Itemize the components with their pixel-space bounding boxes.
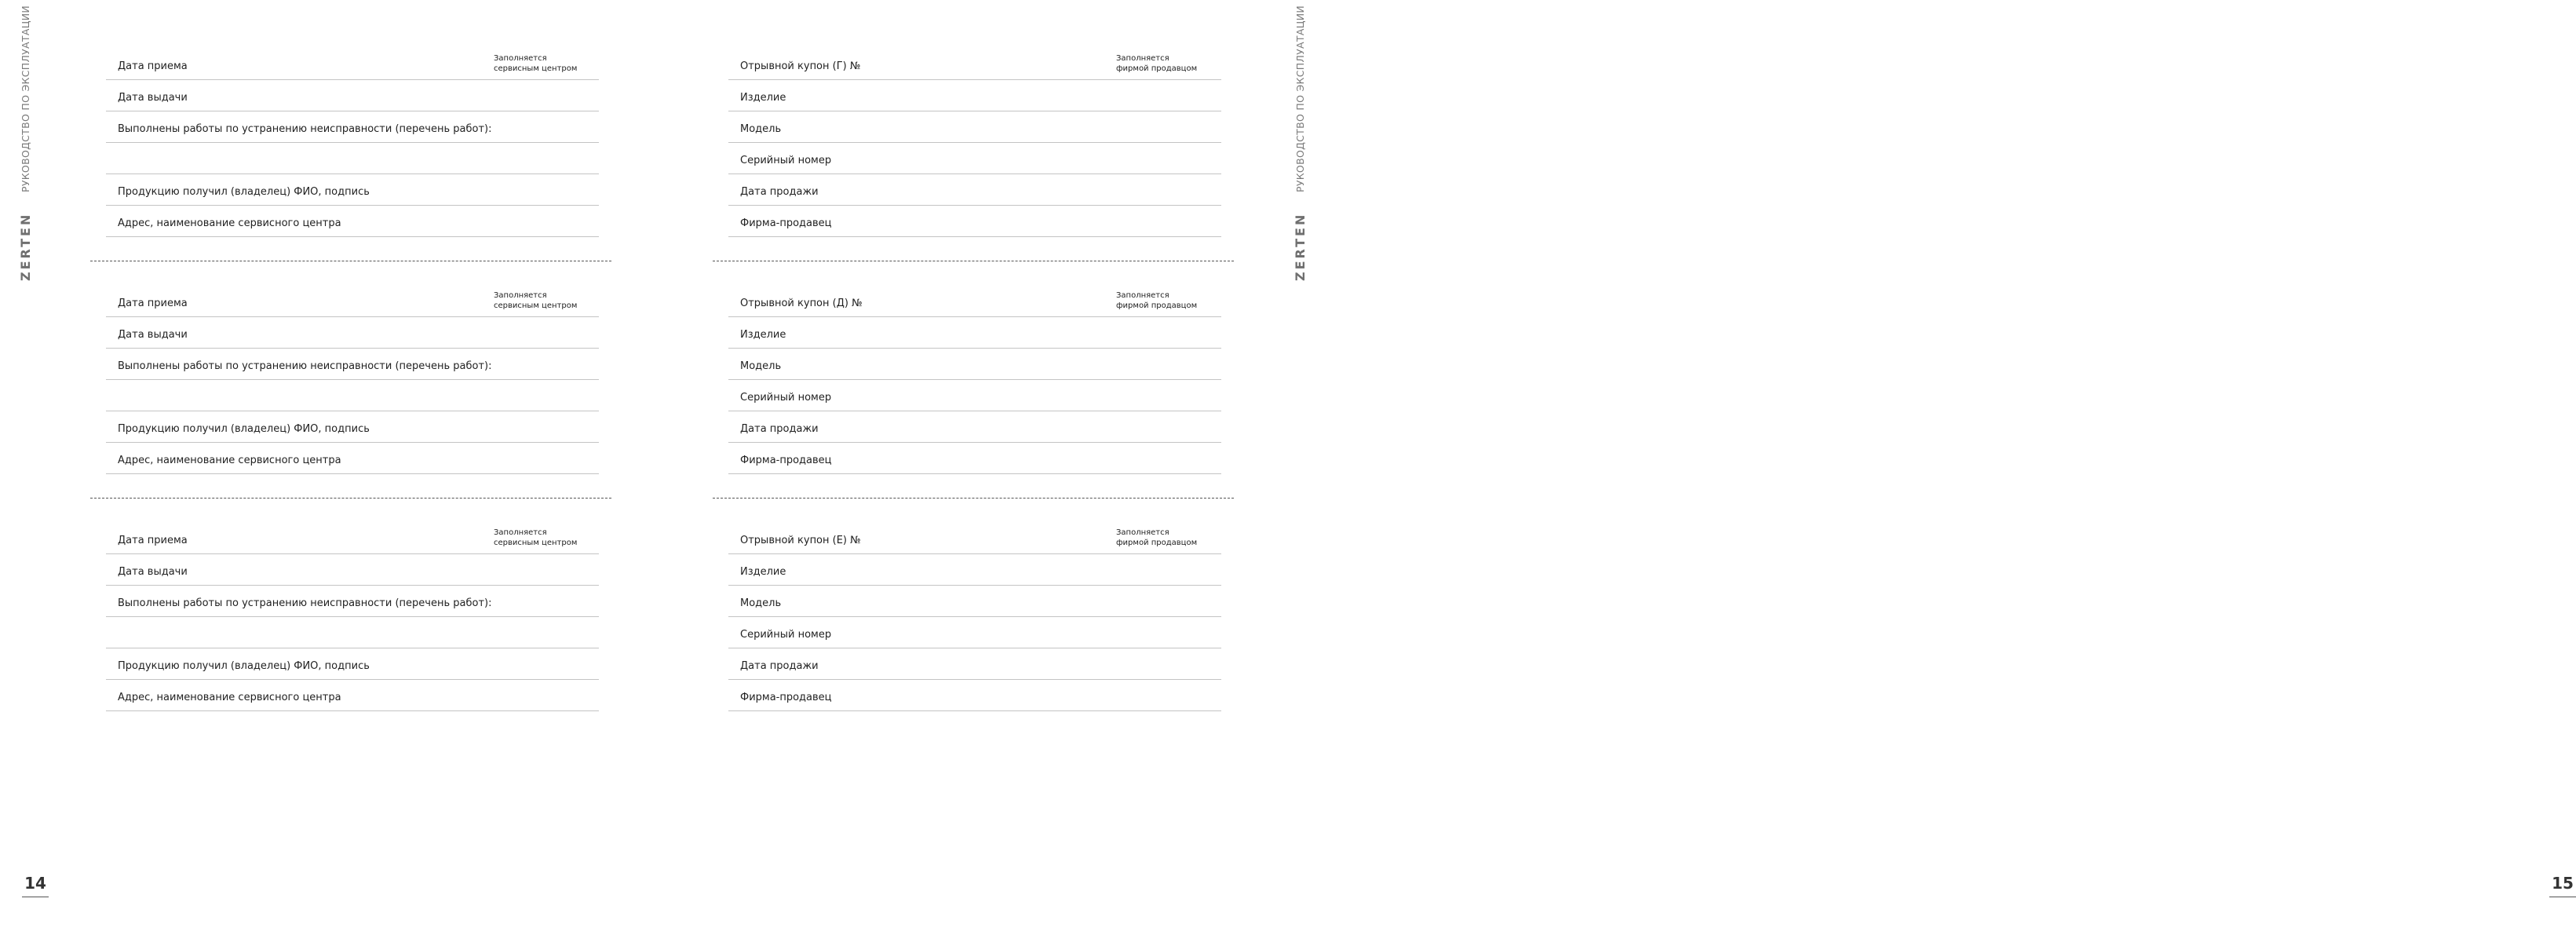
row-label: Фирма-продавец [740, 217, 832, 229]
row-label: Изделие [740, 92, 786, 104]
row-label: Модель [740, 597, 782, 609]
row-label: Адрес, наименование сервисного центра [118, 455, 341, 466]
fill-note [1116, 53, 1213, 74]
form-row[interactable] [728, 286, 1221, 317]
row-label: Дата выдачи [118, 566, 188, 578]
fill-note [494, 528, 591, 548]
row-label: Продукцию получил (владелец) ФИО, подпись [118, 660, 370, 672]
row-label: Модель [740, 360, 782, 372]
form-row[interactable] [106, 648, 599, 680]
fill-note-line2: сервисным центром [494, 64, 578, 73]
row-label: Дата продажи [740, 660, 819, 672]
brand-logo-right: ZERTEN [1293, 212, 1308, 281]
coupon-card [728, 286, 1221, 474]
row-label: Дата продажи [740, 186, 819, 198]
coupon-card [728, 523, 1221, 711]
fill-note [494, 290, 591, 311]
fill-note [1116, 290, 1213, 311]
row-label: Дата выдачи [118, 92, 188, 104]
cut-line [90, 498, 611, 499]
form-row[interactable] [106, 174, 599, 206]
fill-note-line2: фирмой продавцом [1116, 64, 1198, 73]
brand-logo-left: ZERTEN [18, 212, 33, 281]
form-row[interactable] [728, 206, 1221, 237]
form-row[interactable] [728, 80, 1221, 111]
cut-line [713, 498, 1234, 499]
coupon-title: Отрывной купон (Г) № [740, 60, 861, 72]
page-number-left: 14 [22, 874, 49, 897]
row-label: Серийный номер [740, 392, 832, 404]
fill-note-line2: фирмой продавцом [1116, 301, 1198, 310]
row-label: Фирма-продавец [740, 455, 832, 466]
form-row[interactable] [728, 586, 1221, 617]
row-label: Серийный номер [740, 155, 832, 166]
form-row[interactable] [728, 554, 1221, 586]
service-record-card [106, 523, 599, 711]
row-label: Изделие [740, 566, 786, 578]
right-margin [1275, 0, 2574, 935]
row-label: Выполнены работы по устранению неисправности (перечень работ): [118, 123, 492, 135]
form-row[interactable] [728, 143, 1221, 174]
service-records-column [90, 0, 611, 935]
service-record-card [106, 49, 599, 237]
fill-note-line1: Заполняется [1116, 291, 1169, 300]
form-row-blank[interactable] [106, 143, 599, 174]
form-row[interactable] [728, 174, 1221, 206]
row-label: Дата продажи [740, 423, 819, 435]
form-row[interactable] [728, 443, 1221, 474]
form-row[interactable] [106, 586, 599, 617]
form-row[interactable] [106, 443, 599, 474]
coupons-column [713, 0, 1234, 935]
form-row[interactable] [728, 380, 1221, 411]
row-label: Адрес, наименование сервисного центра [118, 217, 341, 229]
form-row[interactable] [728, 680, 1221, 711]
row-label: Дата выдачи [118, 329, 188, 341]
row-label: Модель [740, 123, 782, 135]
form-row[interactable] [106, 680, 599, 711]
manual-title-left: РУКОВОДСТВО ПО ЭКСПЛУАТАЦИИ [20, 5, 31, 192]
form-row-blank[interactable] [106, 380, 599, 411]
form-row[interactable] [106, 111, 599, 143]
fill-note-line1: Заполняется [1116, 528, 1169, 537]
form-row[interactable] [728, 49, 1221, 80]
form-row[interactable] [106, 286, 599, 317]
fill-note [1116, 528, 1213, 548]
form-row[interactable] [728, 111, 1221, 143]
row-label: Серийный номер [740, 629, 832, 641]
fill-note-line2: сервисным центром [494, 539, 578, 547]
fill-note-line2: сервисным центром [494, 301, 578, 310]
fill-note-line1: Заполняется [494, 54, 547, 63]
manual-title-right: РУКОВОДСТВО ПО ЭКСПЛУАТАЦИИ [1294, 5, 1306, 192]
form-row[interactable] [728, 411, 1221, 443]
form-row[interactable] [106, 317, 599, 349]
row-label: Дата приема [118, 535, 188, 546]
row-label: Выполнены работы по устранению неисправности (перечень работ): [118, 597, 492, 609]
service-record-card [106, 286, 599, 474]
form-row[interactable] [106, 349, 599, 380]
fill-note-line1: Заполняется [494, 528, 547, 537]
row-label: Выполнены работы по устранению неисправности (перечень работ): [118, 360, 492, 372]
row-label: Дата приема [118, 60, 188, 72]
form-row[interactable] [106, 206, 599, 237]
coupon-title: Отрывной купон (Е) № [740, 535, 861, 546]
coupon-card [728, 49, 1221, 237]
left-margin [0, 0, 47, 935]
row-label: Адрес, наименование сервисного центра [118, 692, 341, 703]
form-row[interactable] [728, 523, 1221, 554]
row-label: Продукцию получил (владелец) ФИО, подпись [118, 423, 370, 435]
page-number-right: 15 [2549, 874, 2576, 897]
form-row-blank[interactable] [106, 617, 599, 648]
form-row[interactable] [728, 648, 1221, 680]
form-row[interactable] [106, 411, 599, 443]
form-row[interactable] [106, 523, 599, 554]
fill-note-line2: фирмой продавцом [1116, 539, 1198, 547]
form-row[interactable] [106, 80, 599, 111]
fill-note [494, 53, 591, 74]
form-row[interactable] [106, 554, 599, 586]
row-label: Изделие [740, 329, 786, 341]
form-row[interactable] [728, 349, 1221, 380]
row-label: Дата приема [118, 298, 188, 309]
form-row[interactable] [728, 317, 1221, 349]
row-label: Продукцию получил (владелец) ФИО, подпись [118, 186, 370, 198]
form-row[interactable] [106, 49, 599, 80]
form-row[interactable] [728, 617, 1221, 648]
row-label: Фирма-продавец [740, 692, 832, 703]
coupon-title: Отрывной купон (Д) № [740, 298, 863, 309]
fill-note-line1: Заполняется [1116, 54, 1169, 63]
fill-note-line1: Заполняется [494, 291, 547, 300]
